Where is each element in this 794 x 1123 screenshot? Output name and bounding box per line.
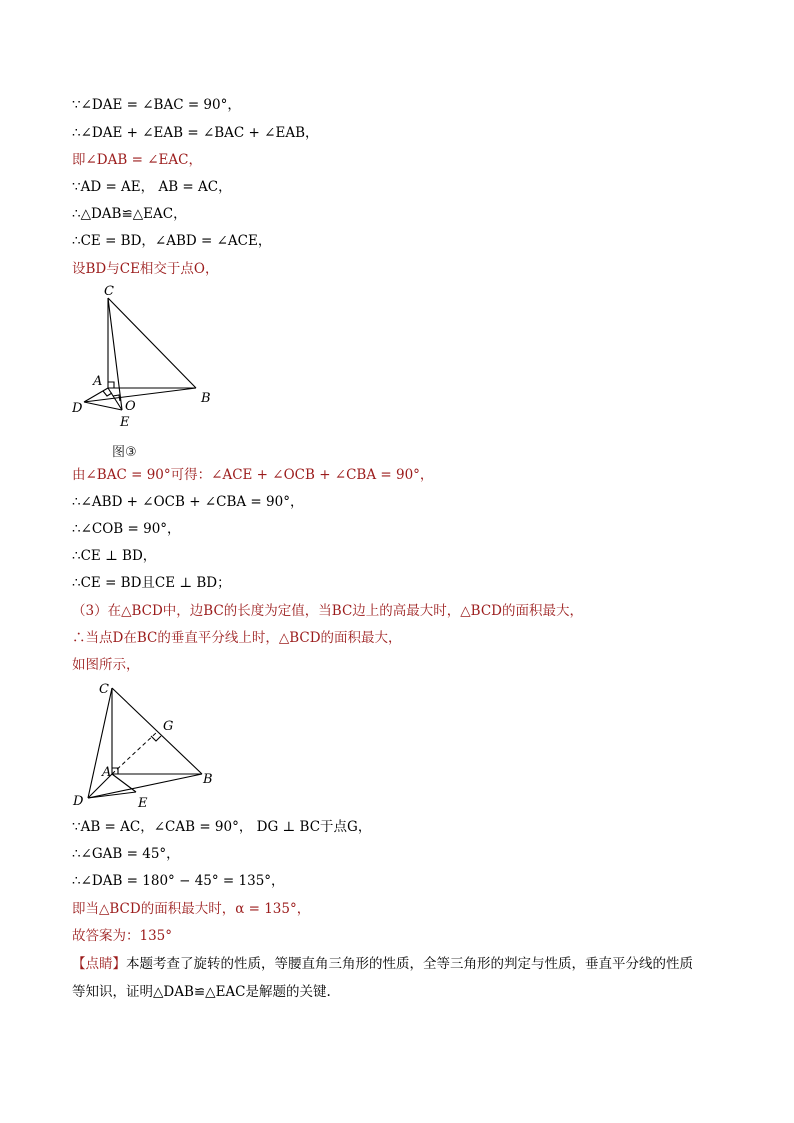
comment-tag: 【点睛】 (72, 956, 126, 972)
fig4-label-E: E (138, 796, 148, 811)
fig3-label-D: D (72, 401, 83, 416)
fig3-label-O: O (125, 399, 136, 414)
fig3-label-A: A (93, 374, 103, 389)
proof-line-20: 故答案为：135° (72, 928, 173, 944)
proof-line-10: ∴∠COB = 90°， (72, 521, 181, 537)
figure-4-diagram (72, 676, 232, 814)
proof-line-9: ∴∠ABD + ∠OCB + ∠CBA = 90°， (72, 494, 304, 510)
proof-line-2: ∴∠DAE + ∠EAB = ∠BAC + ∠EAB， (72, 125, 319, 141)
figure-3-diagram (72, 280, 232, 430)
proof-line-6: ∴CE = BD，∠ABD = ∠ACE， (72, 233, 272, 249)
proof-line-1: ∵∠DAE = ∠BAC = 90°， (72, 97, 241, 113)
proof-line-5: ∴△DAB≌△EAC， (72, 206, 187, 222)
proof-line-11: ∴CE ⊥ BD， (72, 548, 157, 564)
proof-line-17: ∴∠GAB = 45°， (72, 846, 180, 862)
fig3-label-B: B (201, 391, 211, 406)
proof-line-15: 如图所示， (72, 657, 140, 673)
comment-line-1 (72, 955, 693, 973)
proof-line-4: ∵AD = AE， AB = AC， (72, 179, 232, 195)
proof-line-14: ∴当点D在BC的垂直平分线上时，△BCD的面积最大， (72, 630, 402, 646)
comment-text-1: 本题考查了旋转的性质，等腰直角三角形的性质，全等三角形的判定与性质，垂直平分线的性质 (126, 956, 693, 972)
proof-line-18: ∴∠DAB = 180° − 45° = 135°， (72, 873, 285, 889)
fig3-label-E: E (120, 415, 130, 430)
proof-line-12: ∴CE = BD且CE ⊥ BD； (72, 575, 231, 591)
fig4-label-B: B (203, 772, 213, 787)
figure-3-caption: 图③ (112, 445, 137, 460)
proof-line-16: ∵AB = AC，∠CAB = 90°， DG ⊥ BC于点G， (72, 819, 372, 835)
fig4-label-D: D (73, 794, 84, 809)
proof-line-19: 即当△BCD的面积最大时，α = 135°， (72, 901, 311, 917)
proof-line-3: 即∠DAB = ∠EAC， (72, 152, 202, 168)
fig3-label-C: C (104, 284, 114, 299)
fig4-label-C: C (99, 682, 109, 697)
proof-line-13: （3）在△BCD中，边BC的长度为定值，当BC边上的高最大时，△BCD的面积最大， (72, 603, 584, 619)
proof-line-8: 由∠BAC = 90°可得：∠ACE + ∠OCB + ∠CBA = 90°， (72, 467, 434, 483)
fig4-label-G: G (163, 719, 174, 734)
comment-line-2: 等知识，证明△DAB≌△EAC是解题的关键. (72, 984, 331, 1000)
fig4-label-A: A (102, 765, 112, 780)
proof-line-7: 设BD与CE相交于点O， (72, 261, 219, 277)
